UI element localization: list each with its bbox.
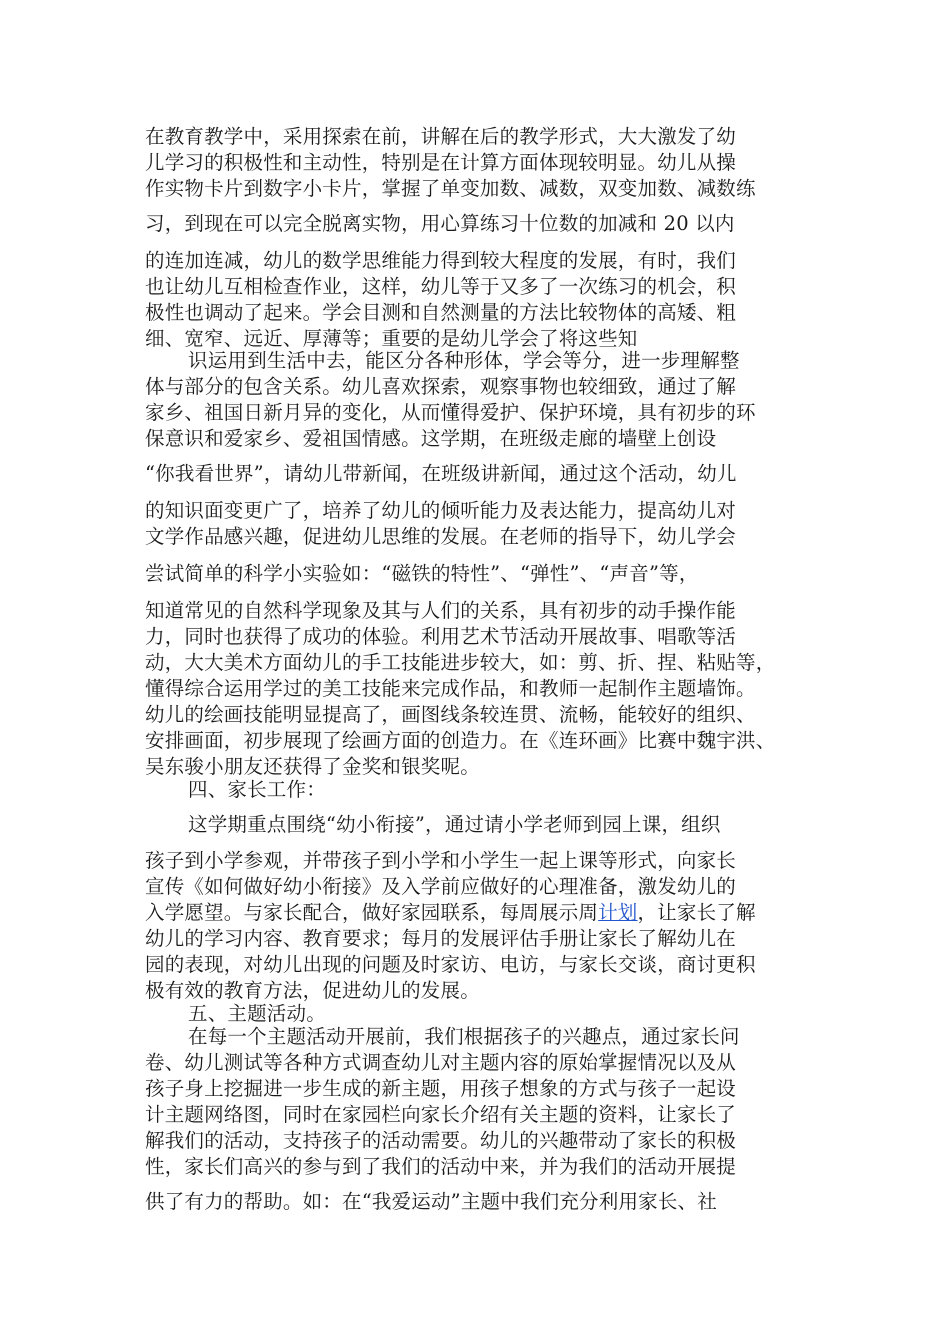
section-heading: 四、家长工作：	[188, 778, 326, 801]
paragraph-line: 孩子身上挖掘进一步生成的新主题，用孩子想象的方式与孩子一起设	[145, 1077, 737, 1100]
paragraph-line: 吴东骏小朋友还获得了金奖和银奖呢。	[145, 755, 480, 778]
paragraph-line: 体与部分的包含关系。幼儿喜欢探索，观察事物也较细致，通过了解	[145, 375, 737, 398]
paragraph-text: ，让家长了解	[637, 901, 756, 924]
paragraph-line: 性，家长们高兴的参与到了我们的活动中来，并为我们的活动开展提	[145, 1155, 737, 1178]
paragraph-line: 卷、幼儿测试等各种方式调查幼儿对主题内容的原始掌握情况以及从	[145, 1051, 737, 1074]
paragraph-line: 作实物卡片到数字小卡片，掌握了单变加数、减数，双变加数、减数练	[145, 177, 756, 200]
paragraph-line: 也让幼儿互相检查作业，这样，幼儿等于又多了一次练习的机会，积	[145, 275, 737, 298]
section-heading: 五、主题活动。	[188, 1002, 326, 1025]
paragraph-line: 知道常见的自然科学现象及其与人们的关系，具有初步的动手操作能	[145, 599, 737, 622]
paragraph-line: 在每一个主题活动开展前，我们根据孩子的兴趣点，通过家长问	[188, 1025, 740, 1048]
paragraph-line: 园的表现，对幼儿出现的问题及时家访、电访，与家长交谈，商讨更积	[145, 953, 756, 976]
paragraph-line: 极性也调动了起来。学会目测和自然测量的方法比较物体的高矮、粗	[145, 301, 737, 324]
paragraph-line: 在教育教学中，采用探索在前，讲解在后的教学形式，大大激发了幼	[145, 125, 737, 148]
paragraph-line: 供了有力的帮助。如：在“我爱运动”主题中我们充分利用家长、社	[145, 1190, 717, 1213]
paragraph-line: 极有效的教育方法，促进幼儿的发展。	[145, 979, 480, 1002]
paragraph-text: 入学愿望。与家长配合，做好家园联系，每周展示周	[145, 901, 599, 924]
plan-link[interactable]: 计划	[598, 901, 638, 924]
paragraph-line: 细、宽窄、远近、厚薄等；重要的是幼儿学会了将这些知	[145, 327, 638, 350]
paragraph-line: 解我们的活动，支持孩子的活动需要。幼儿的兴趣带动了家长的积极	[145, 1129, 737, 1152]
paragraph-line: 保意识和爱家乡、爱祖国情感。这学期，在班级走廊的墙壁上创设	[145, 427, 717, 450]
paragraph-line: 儿学习的积极性和主动性，特别是在计算方面体现较明显。幼儿从操	[145, 151, 737, 174]
paragraph-line: 宣传《如何做好幼小衔接》及入学前应做好的心理准备，激发幼儿的	[145, 875, 737, 898]
paragraph-line: 孩子到小学参观，并带孩子到小学和小学生一起上课等形式，向家长	[145, 849, 737, 872]
paragraph-line: “你我看世界”，请幼儿带新闻，在班级讲新闻，通过这个活动，幼儿	[145, 462, 737, 485]
paragraph-line: 识运用到生活中去，能区分各种形体，学会等分，进一步理解整	[188, 349, 740, 372]
paragraph-line: 的知识面变更广了，培养了幼儿的倾听能力及表达能力，提高幼儿对	[145, 499, 737, 522]
paragraph-line: 动，大大美术方面幼儿的手工技能进步较大，如：剪、折、捏、粘贴等，	[145, 651, 776, 674]
paragraph-line: 幼儿的学习内容、教育要求；每月的发展评估手册让家长了解幼儿在	[145, 927, 737, 950]
paragraph-line: 懂得综合运用学过的美工技能来完成作品，和教师一起制作主题墙饰。	[145, 677, 756, 700]
paragraph-line: 尝试简单的科学小实验如：“磁铁的特性”、“弹性”、“声音”等，	[145, 562, 699, 585]
paragraph-line: 的连加连减，幼儿的数学思维能力得到较大程度的发展，有时，我们	[145, 249, 737, 272]
paragraph-line: 幼儿的绘画技能明显提高了，画图线条较连贯、流畅，能较好的组织、	[145, 703, 756, 726]
paragraph-line: 这学期重点围绕“幼小衔接”，通过请小学老师到园上课，组织	[188, 813, 721, 836]
paragraph-line: 习，到现在可以完全脱离实物，用心算练习十位数的加减和 20 以内	[145, 212, 735, 235]
paragraph-line: 力，同时也获得了成功的体验。利用艺术节活动开展故事、唱歌等活	[145, 625, 737, 648]
paragraph-line-with-link	[145, 900, 825, 926]
paragraph-line: 计主题网络图，同时在家园栏向家长介绍有关主题的资料，让家长了	[145, 1103, 737, 1126]
paragraph-line: 家乡、祖国日新月异的变化，从而懂得爱护、保护环境，具有初步的环	[145, 401, 756, 424]
paragraph-line: 安排画面，初步展现了绘画方面的创造力。在《连环画》比赛中魏宇洪、	[145, 729, 776, 752]
paragraph-line: 文学作品感兴趣，促进幼儿思维的发展。在老师的指导下，幼儿学会	[145, 525, 737, 548]
